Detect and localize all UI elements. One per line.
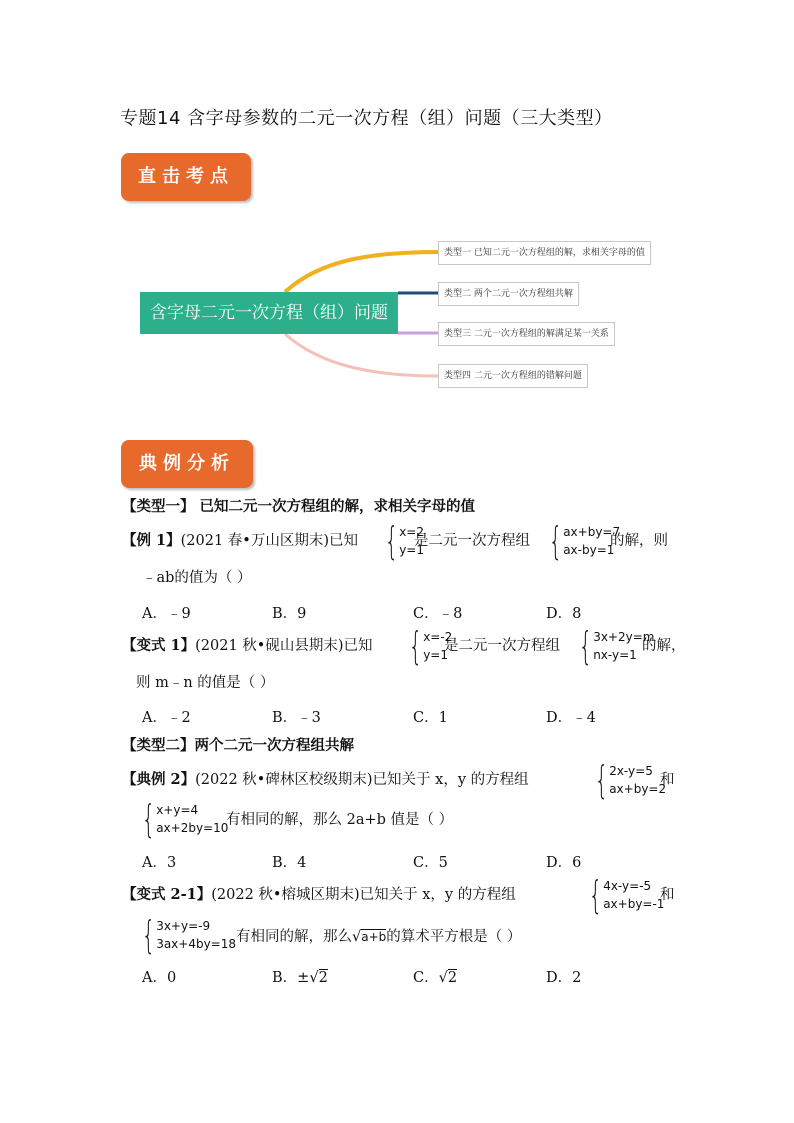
variant21-option-c	[413, 966, 457, 987]
example1-source: (2021 春•万山区期末)	[180, 533, 330, 549]
brace-icon: {	[384, 519, 399, 563]
brace-icon: {	[588, 873, 603, 917]
variant1-option-d: D．﹣4	[546, 710, 596, 726]
equation: nx-y=1	[593, 648, 637, 662]
variant1-tail: 的解，	[642, 638, 686, 654]
sqrt-argument: 2	[447, 970, 458, 986]
variant1-option-b: B．﹣3	[272, 710, 321, 726]
type1-heading: 【类型一】 已知二元一次方程组的解，求相关字母的值	[122, 498, 476, 515]
example1-line2: ﹣ab的值为（ ）	[142, 570, 252, 586]
variant21-text2	[236, 927, 521, 947]
example2-line1	[122, 770, 529, 790]
equation: x=2	[399, 525, 424, 539]
variant1-known: 已知	[343, 638, 373, 654]
equation: 3ax+4by=18	[156, 937, 237, 951]
example2-text2: 有相同的解，那么 2a+b 值是（ ）	[226, 812, 454, 828]
example2-option-d: D．6	[546, 855, 582, 871]
mindmap-node-type1: 类型一 已知二元一次方程组的解，求相关字母的值	[438, 241, 651, 265]
equation: 2x-y=5	[609, 764, 653, 778]
sqrt-icon: √	[438, 970, 448, 986]
example2-system2	[131, 797, 229, 841]
example2-and: 和	[660, 772, 675, 788]
variant1-tag: 【变式 1】	[122, 637, 196, 654]
example2-option-b: B．4	[272, 855, 307, 871]
variant1-option-c: C．1	[413, 710, 448, 726]
example2-option-c: C．5	[413, 855, 448, 871]
variant1-mid: 是二元一次方程组	[444, 638, 560, 654]
equation: 4x-y=-5	[603, 879, 652, 893]
variant21-text1: 已知关于 x，y 的方程组	[359, 887, 516, 903]
brace-icon: {	[408, 624, 423, 668]
example2-text1: 已知关于 x，y 的方程组	[372, 772, 529, 788]
equation: x+y=4	[156, 803, 199, 817]
sqrt-argument: a+b	[361, 930, 387, 944]
variant1-option-a: A．﹣2	[142, 710, 191, 726]
brace-icon: {	[548, 519, 563, 563]
variant21-and: 和	[660, 887, 675, 903]
equation: 3x+y=-9	[156, 919, 211, 933]
variant21-tag: 【变式 2-1】	[122, 886, 212, 903]
example1-known: 已知	[329, 533, 359, 549]
example1-line1	[122, 531, 358, 551]
variant21-source: (2022 秋•榕城区期末)	[211, 887, 360, 903]
brace-icon: {	[578, 624, 593, 668]
sqrt-argument: 2	[318, 970, 328, 986]
mindmap-center-node: 含字母二元一次方程（组）问题	[140, 292, 398, 334]
equation: x=-2	[423, 630, 453, 644]
example1-tail: 的解，则	[610, 533, 668, 549]
section-banner-dianli: 典例分析	[121, 440, 253, 488]
mindmap-node-type3: 类型三 二元一次方程组的解满足某一关系	[438, 322, 615, 346]
example2-option-a: A．3	[142, 855, 177, 871]
example2-tag: 【典例 2】	[122, 771, 196, 788]
example1-equation-system	[538, 519, 621, 563]
variant21-option-b	[272, 966, 328, 987]
variant21-text2b: 的算术平方根是（ ）	[386, 929, 522, 945]
equation: ax+by=2	[609, 782, 667, 796]
example1-option-c: C．﹣8	[413, 606, 463, 622]
page-title: 专题14 含字母参数的二元一次方程（组）问题（三大类型）	[120, 108, 613, 129]
sqrt-icon: √	[352, 929, 362, 945]
equation: 3x+2y=m	[593, 630, 655, 644]
mindmap-node-type4: 类型四 二元一次方程组的错解问题	[438, 364, 588, 388]
variant21-system1	[578, 873, 665, 917]
example1-tag: 【例 1】	[122, 532, 181, 549]
example1-option-d: D．8	[546, 606, 582, 622]
connector-1	[285, 252, 440, 292]
equation: ax-by=1	[563, 543, 615, 557]
variant1-source: (2021 秋•砚山县期末)	[195, 638, 344, 654]
equation: y=1	[423, 648, 448, 662]
equation: ax+2by=10	[156, 821, 229, 835]
variant21-line1	[122, 885, 516, 905]
variant1-line2: 则 m﹣n 的值是（ ）	[136, 675, 275, 691]
variant1-line1	[122, 636, 373, 656]
equation: ax+by=7	[563, 525, 621, 539]
variant21-option-d: D．2	[546, 970, 582, 986]
brace-icon: {	[141, 797, 156, 841]
example2-source: (2022 秋•碑林区校级期末)	[195, 772, 373, 788]
type2-heading: 【类型二】两个二元一次方程组共解	[122, 737, 354, 754]
variant21-option-a: A．0	[142, 970, 177, 986]
section-banner-kaodian: 直击考点	[121, 153, 251, 201]
example1-option-b: B．9	[272, 606, 307, 622]
connector-4	[285, 334, 440, 376]
sqrt-icon: √	[309, 970, 319, 986]
equation: ax+by=-1	[603, 897, 665, 911]
equation: y=1	[399, 543, 424, 557]
brace-icon: {	[141, 913, 156, 957]
mindmap-node-type2: 类型二 两个二元一次方程组共解	[438, 282, 579, 306]
variant21-system2	[131, 913, 237, 957]
example2-system1	[584, 758, 667, 802]
variant21-text2a: 有相同的解，那么	[236, 929, 352, 945]
option-b-label: B．±	[272, 970, 310, 986]
option-c-label: C．	[413, 970, 439, 986]
example1-option-a: A．﹣9	[142, 606, 191, 622]
brace-icon: {	[594, 758, 609, 802]
example1-mid: 是二元一次方程组	[414, 533, 530, 549]
